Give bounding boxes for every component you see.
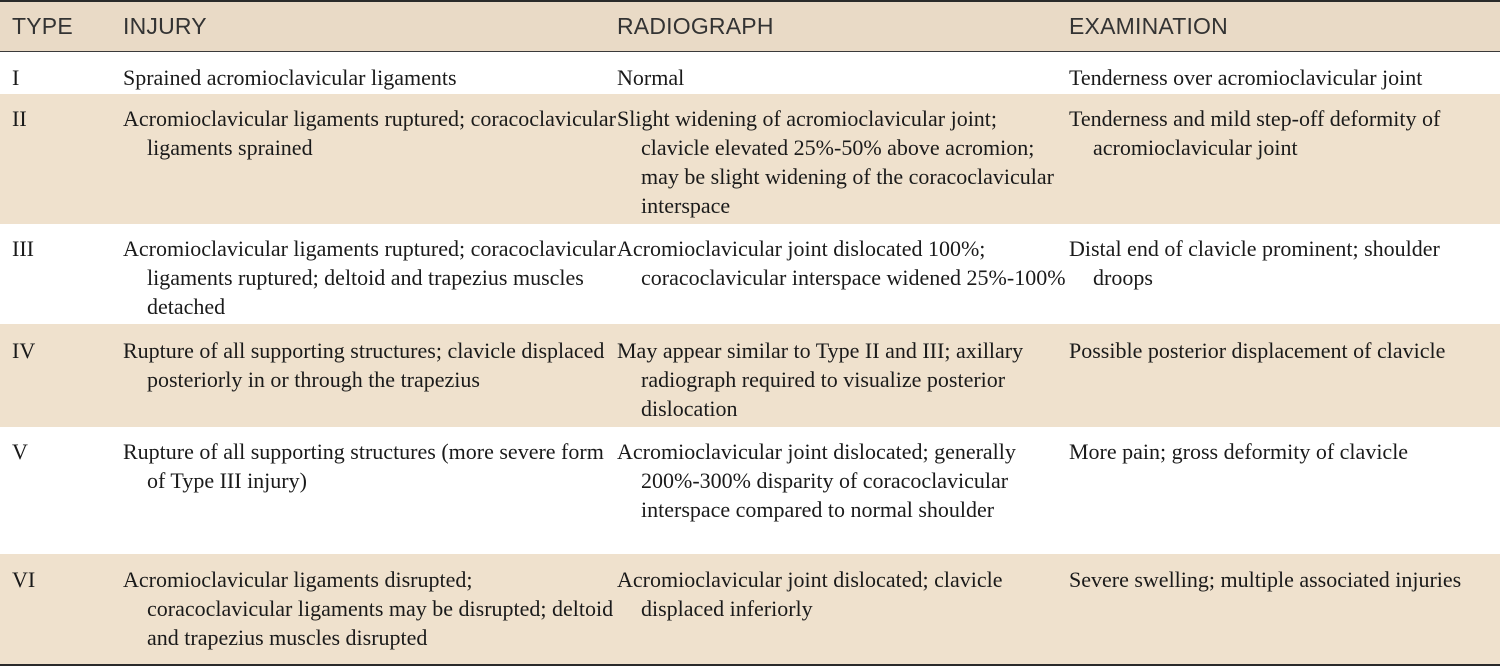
- header-injury: INJURY: [123, 12, 207, 39]
- injury-cell: [123, 94, 617, 224]
- examination-cell: [1069, 324, 1500, 427]
- radiograph-text: Acromioclavicular joint dislocated; clavicle displaced inferiorly: [617, 567, 1003, 621]
- injury-text: Acromioclavicular ligaments ruptured; coracoclavicular ligaments sprained: [123, 106, 616, 160]
- examination-cell: [1069, 554, 1500, 665]
- table-row: [0, 94, 1500, 224]
- header-radiograph: RADIOGRAPH: [617, 12, 774, 39]
- radiograph-cell: [617, 324, 1069, 427]
- table-row: [0, 427, 1500, 554]
- injury-cell: [123, 324, 617, 427]
- injury-cell: [123, 224, 617, 324]
- injury-text: Acromioclavicular ligaments ruptured; coracoclavicular ligaments ruptured; deltoid and trapezius muscles detached: [123, 236, 616, 319]
- examination-cell: [1069, 224, 1500, 324]
- type-cell: V: [12, 439, 28, 464]
- examination-cell: [1069, 51, 1500, 94]
- examination-text: Tenderness over acromioclavicular joint: [1069, 64, 1423, 90]
- radiograph-text: Normal: [617, 64, 685, 90]
- injury-cell: [123, 427, 617, 554]
- header-row: [0, 1, 1500, 51]
- radiograph-cell: [617, 94, 1069, 224]
- radiograph-text: May appear similar to Type II and III; axillary radiograph required to visualize posterior dislocation: [617, 338, 1024, 421]
- injury-text: Sprained acromioclavicular ligaments: [123, 64, 457, 90]
- radiograph-text: Acromioclavicular joint dislocated 100%; coracoclavicular interspace widened 25%-100%: [617, 236, 1066, 290]
- injury-text: Rupture of all supporting structures; clavicle displaced posteriorly in or through the trapezius: [123, 338, 605, 392]
- table-body: [0, 51, 1500, 665]
- examination-cell: [1069, 427, 1500, 554]
- examination-text: More pain; gross deformity of clavicle: [1069, 439, 1409, 464]
- injury-cell: [123, 554, 617, 665]
- radiograph-text: Slight widening of acromioclavicular joint; clavicle elevated 25%-50% above acromion; may be slight widening of the coracoclavicular interspace: [617, 106, 1054, 218]
- type-cell: III: [12, 236, 34, 261]
- header-examination: EXAMINATION: [1069, 12, 1228, 39]
- radiograph-cell: [617, 51, 1069, 94]
- radiograph-cell: [617, 554, 1069, 665]
- table-row: [0, 224, 1500, 324]
- table-header: [0, 1, 1500, 51]
- type-cell: II: [12, 106, 27, 131]
- type-cell: I: [12, 64, 20, 90]
- injury-text: Rupture of all supporting structures (more severe form of Type III injury): [123, 439, 604, 493]
- examination-cell: [1069, 94, 1500, 224]
- radiograph-cell: [617, 224, 1069, 324]
- table-row: [0, 554, 1500, 665]
- radiograph-cell: [617, 427, 1069, 554]
- table-row: [0, 51, 1500, 94]
- injury-cell: [123, 51, 617, 94]
- injury-text: Acromioclavicular ligaments disrupted; coracoclavicular ligaments may be disrupted; deltoid and trapezius muscles disrupted: [123, 567, 614, 650]
- type-cell: IV: [12, 338, 36, 363]
- header-type: TYPE: [12, 12, 73, 39]
- examination-text: Possible posterior displacement of clavicle: [1069, 338, 1446, 363]
- table-row: [0, 324, 1500, 427]
- examination-text: Tenderness and mild step-off deformity of acromioclavicular joint: [1069, 106, 1441, 160]
- radiograph-text: Acromioclavicular joint dislocated; generally 200%-300% disparity of coracoclavicular interspace compared to normal shoulder: [617, 439, 1016, 522]
- examination-text: Distal end of clavicle prominent; shoulder droops: [1069, 236, 1440, 290]
- examination-text: Severe swelling; multiple associated injuries: [1069, 567, 1462, 592]
- type-cell: VI: [12, 567, 36, 592]
